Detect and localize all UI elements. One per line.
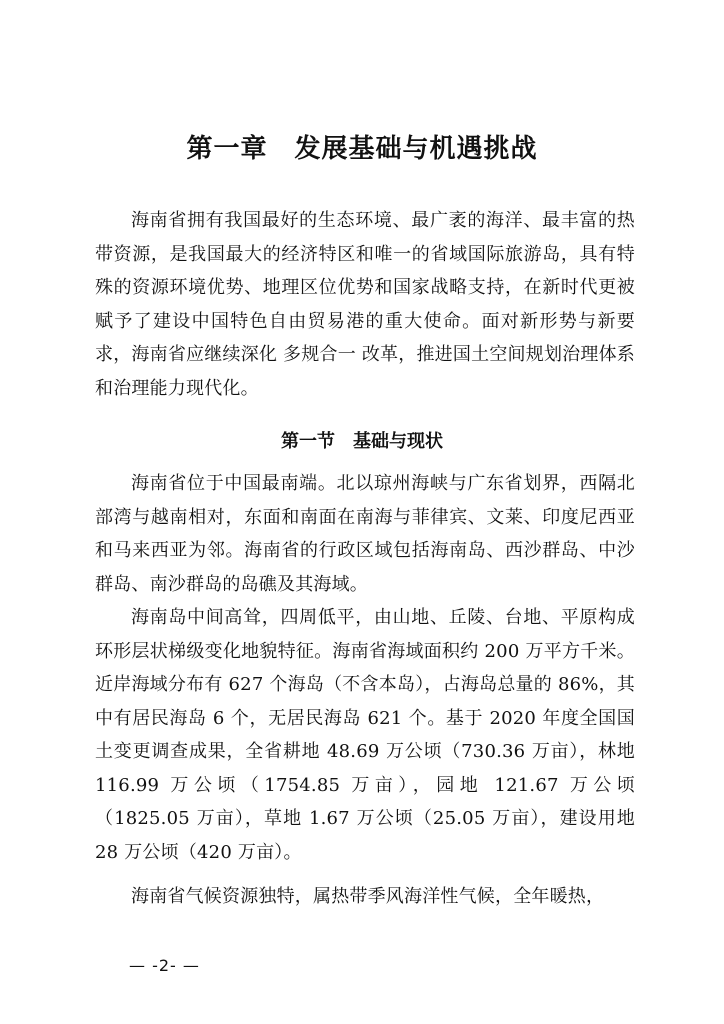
- chapter-title: 第一章 发展基础与机遇挑战: [186, 134, 538, 164]
- paragraph-climate: 海南省气候资源独特，属热带季风海洋性气候，全年暖热，: [131, 886, 605, 907]
- page-number: — -2- —: [129, 956, 200, 975]
- paragraph-terrain: 海南岛中间高耸，四周低平，由山地、丘陵、台地、平原构成环形层状梯级变化地貌特征。海南省海域面积约 200 万平方千米。近岸海域分布有 627 个海岛（不含本岛），占海岛总量的 86%，其中有居民海岛 6 个，无居民海岛 621 个。基于 2020 年度全国国土变更调查成果，全省耕地 48.69 万公顷（730.36 万亩），林地 116.99 万公顷（1754.85 万亩），园地 121.67 万公顷（1825.05 万亩），草地 1.67 万公顷（25.05 万亩），建设用地 28 万公顷（420 万亩）。: [95, 607, 635, 863]
- paragraph-location: 海南省位于中国最南端。北以琼州海峡与广东省划界，西隔北部湾与越南相对，东面和南面在南海与菲律宾、文莱、印度尼西亚和马来西亚为邻。海南省的行政区域包括海南岛、西沙群岛、中沙群岛、南沙群岛的岛礁及其海域。: [95, 473, 635, 595]
- paragraph-intro: 海南省拥有我国最好的生态环境、最广袤的海洋、最丰富的热带资源，是我国最大的经济特区和唯一的省域国际旅游岛，具有特殊的资源环境优势、地理区位优势和国家战略支持，在新时代更被赋予了建设中国特色自由贸易港的重大使命。面对新形势与新要求，海南省应继续深化 多规合一 改革，推进国土空间规划治理体系和治理能力现代化。: [95, 210, 635, 399]
- section-title: 第一节 基础与现状: [281, 431, 443, 452]
